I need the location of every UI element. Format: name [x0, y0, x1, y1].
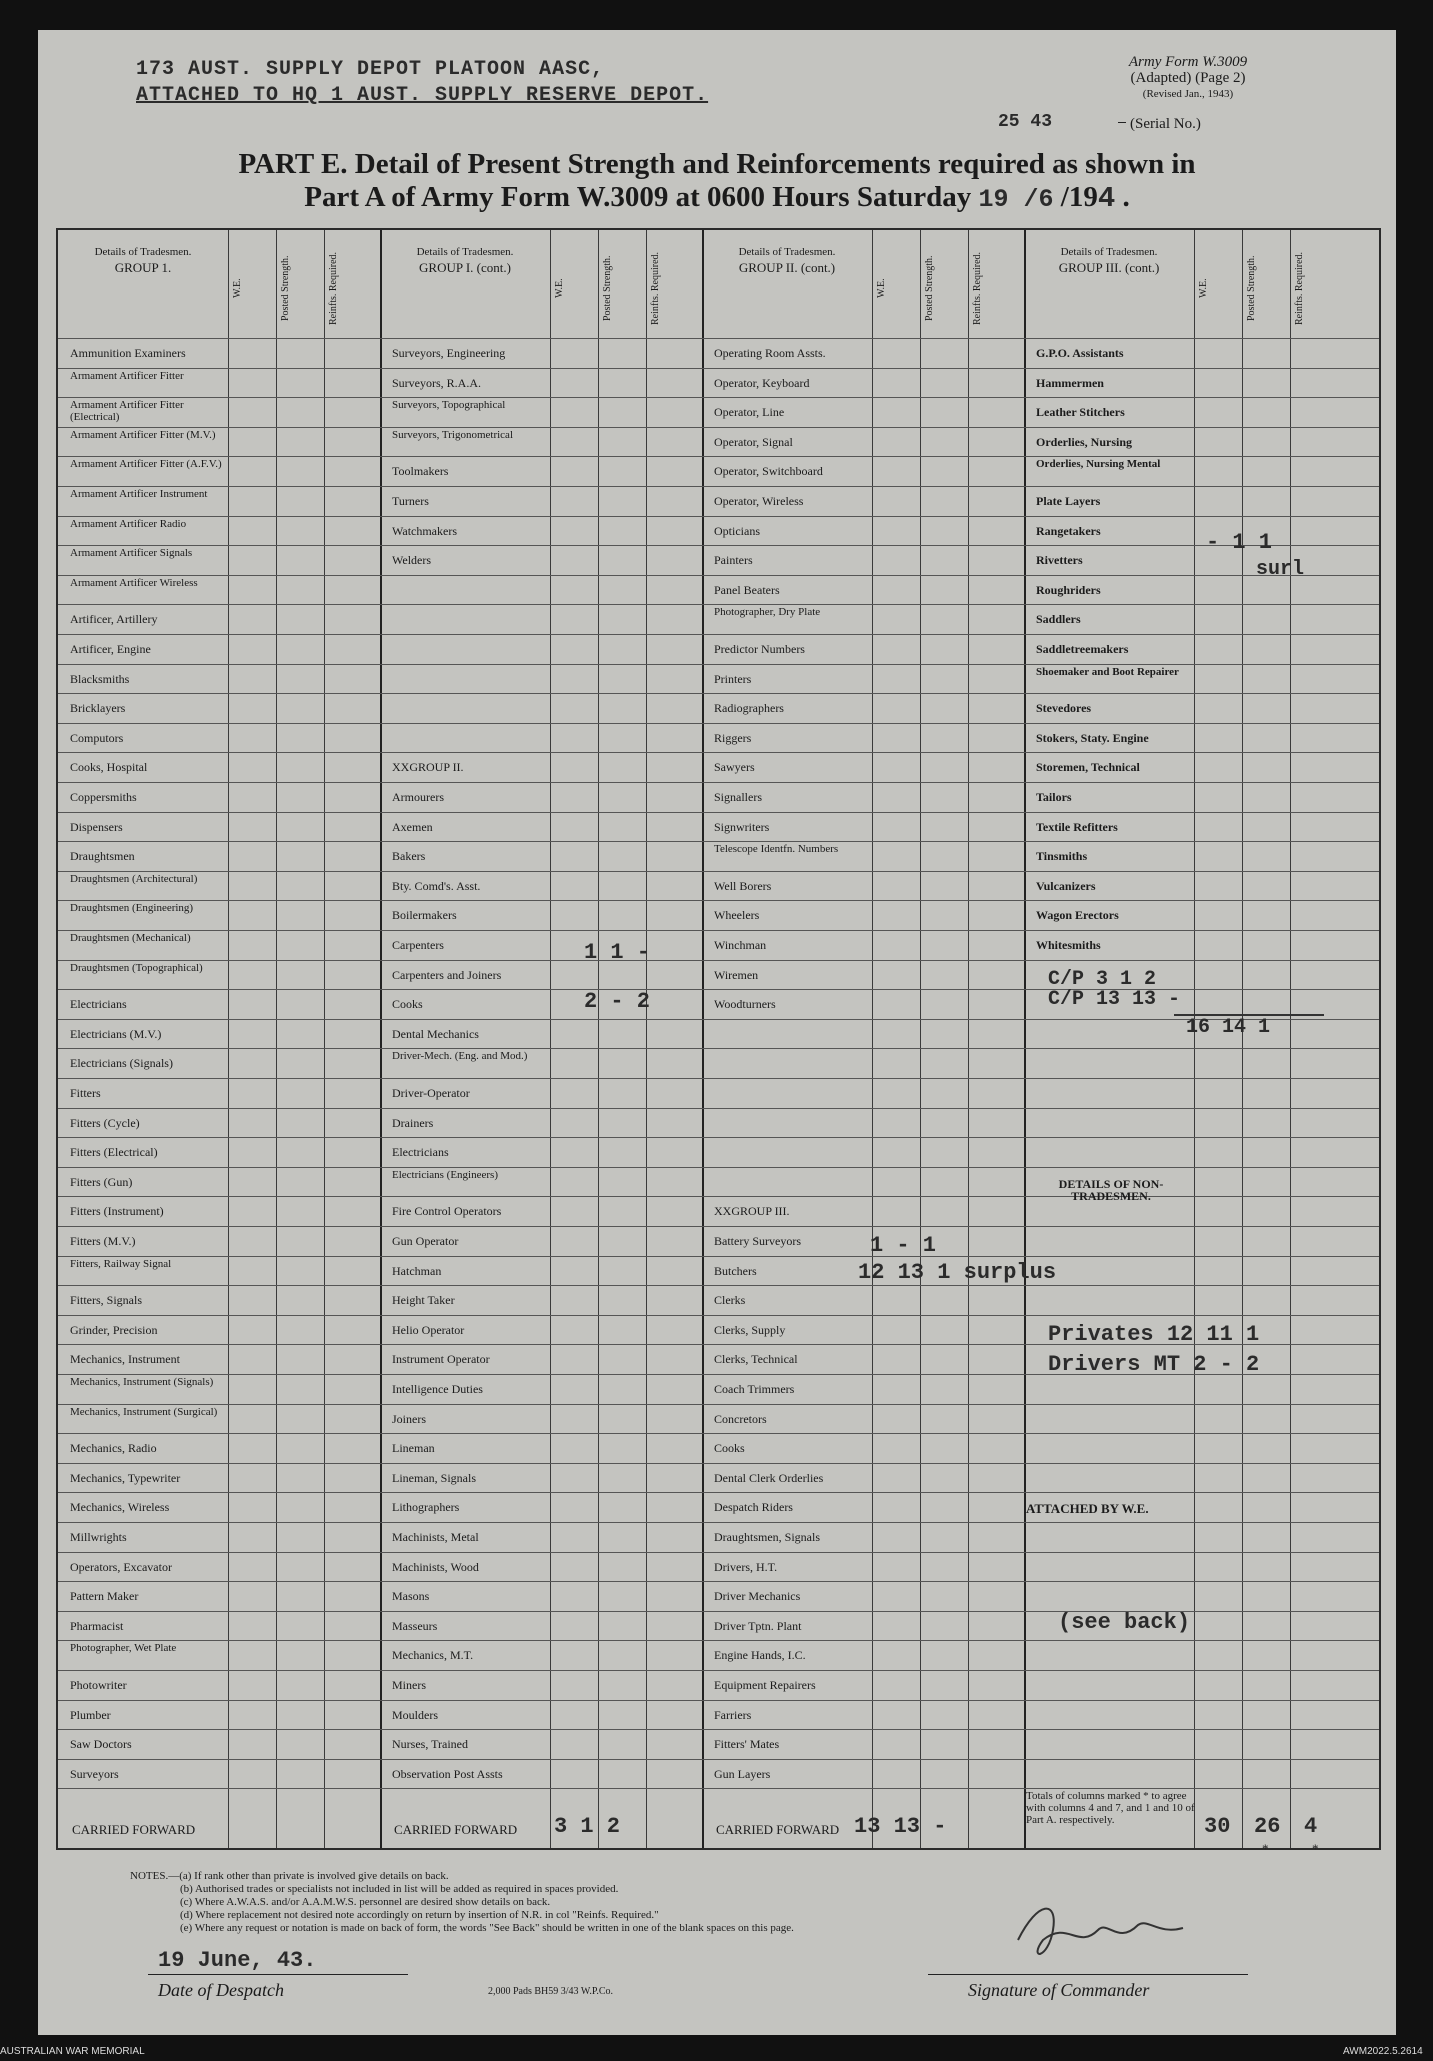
trade-cell: Farriers [714, 1708, 752, 1722]
trade-cell: XXGROUP II. [392, 761, 464, 775]
trade-cell: Draughtsmen (Mechanical) [70, 932, 191, 944]
group1-cont-label: GROUP I. (cont.) [419, 260, 511, 275]
entry-carpenters: 1 1 - [584, 940, 651, 965]
trade-cell: Masseurs [392, 1619, 438, 1633]
row-rule [58, 989, 1379, 990]
trade-cell: Bty. Comd's. Asst. [392, 879, 481, 893]
trade-cell: Surveyors, Topographical [392, 399, 506, 412]
trade-cell: Riggers [714, 731, 752, 745]
column-rule [324, 230, 325, 1848]
row-rule [58, 1729, 1379, 1730]
trade-cell: Plate Layers [1036, 495, 1101, 508]
trade-cell: Engine Hands, I.C. [714, 1649, 806, 1663]
trade-cell: Armament Artificer Instrument [70, 488, 208, 500]
trade-cell: Fitters (Cycle) [70, 1116, 140, 1130]
trade-cell: Fitters [70, 1087, 101, 1100]
trade-cell: Fire Control Operators [392, 1205, 502, 1219]
entry-orderlies: - 1 1 [1206, 530, 1273, 555]
trade-cell: Whitesmiths [1036, 939, 1101, 952]
row-rule [58, 604, 1379, 605]
title-line-2 [38, 181, 1396, 216]
row-rule [58, 545, 1379, 546]
trade-cell: Intelligence Duties [392, 1383, 483, 1396]
row-rule [58, 1552, 1379, 1553]
trade-cell: Observation Post Assts [392, 1767, 503, 1781]
row-rule [58, 900, 1379, 901]
row-rule [58, 1463, 1379, 1464]
trade-cell: Saw Doctors [70, 1738, 132, 1752]
group1-label: GROUP 1. [114, 260, 172, 275]
header-group1-cont [380, 246, 550, 274]
row-rule [58, 664, 1379, 665]
date-day: 19 /6 [978, 185, 1054, 214]
entry-see-back: (see back) [1058, 1610, 1191, 1635]
trade-cell: Stevedores [1036, 702, 1092, 716]
entry-cp-1: C/P 3 1 2 [1048, 968, 1157, 991]
trade-cell: Wiremen [714, 968, 759, 982]
totals-star-reinfts: * [1312, 1842, 1319, 1855]
trade-cell: Drivers, H.T. [714, 1560, 778, 1574]
entry-clerks: 12 13 1 surplus [858, 1260, 1057, 1285]
trade-cell: Masons [392, 1590, 430, 1604]
reinfts-header: Reinfts. Required. [650, 251, 661, 325]
nontrades-label: DETAILS OF NON-TRADESMEN. [1058, 1178, 1164, 1202]
row-rule [58, 1048, 1379, 1049]
trade-cell: Draughtsmen (Architectural) [70, 872, 198, 885]
despatch-label: Date of Despatch [158, 1980, 284, 2000]
totals-posted: 26 [1254, 1814, 1281, 1839]
row-rule [58, 1404, 1379, 1405]
trade-cell: Electricians (Engineers) [392, 1168, 498, 1181]
trade-cell: Despatch Riders [714, 1501, 793, 1515]
trade-cell: Driver-Mech. (Eng. and Mod.) [392, 1050, 528, 1063]
trade-cell: Lineman, Signals [392, 1471, 476, 1485]
trade-cell: Saddlers [1036, 613, 1081, 627]
entry-drivers: Drivers MT 2 - 2 [1048, 1352, 1260, 1377]
trade-cell: Winchman [714, 939, 767, 952]
printer-imprint: 2,000 Pads BH59 3/43 W.P.Co. [488, 1986, 614, 1997]
row-rule [58, 1019, 1379, 1020]
trade-cell: Cooks [714, 1442, 745, 1456]
trade-cell: Dental Clerk Orderlies [714, 1471, 824, 1485]
serial-underline [1118, 122, 1126, 123]
entry-cp-total: 16 14 1 [1186, 1016, 1271, 1039]
column-rule [1290, 230, 1291, 1848]
trade-cell: Surveyors [70, 1767, 119, 1781]
reinfts-header: Reinfts. Required. [1294, 251, 1305, 325]
trade-cell: Fitters' Mates [714, 1738, 780, 1752]
form-identifier [1038, 54, 1338, 102]
reinfts-header: Reinfts. Required. [972, 251, 983, 325]
totals-note: Totals of columns marked * to agree with columns 4 and 7, and 1 and 10 of Part A. respectively. [1026, 1790, 1195, 1826]
trade-cell: Printers [714, 672, 752, 686]
trade-cell: Electricians (Signals) [70, 1057, 173, 1071]
row-rule [58, 723, 1379, 724]
trade-cell: Instrument Operator [392, 1353, 490, 1367]
trade-cell: Concretors [714, 1412, 767, 1426]
trade-cell: Operator, Signal [714, 435, 793, 449]
posted-header: Posted Strength. [280, 255, 291, 321]
trade-cell: Photographer, Wet Plate [70, 1642, 177, 1655]
trade-cell: Well Borers [714, 879, 772, 893]
trade-cell: Bricklayers [70, 702, 126, 716]
group2-cont-label: GROUP II. (cont.) [738, 260, 836, 275]
note-e: (e) Where any request or notation is made on back of form, the words "See Back" should be written in one of the blank spaces on this page. [180, 1922, 794, 1934]
form-name: Army Form W.3009 [1128, 54, 1248, 70]
column-rule [1194, 230, 1195, 1848]
trade-cell: Fitters (Gun) [70, 1175, 133, 1189]
trade-cell: Coach Trimmers [714, 1383, 795, 1396]
details-label: Details of Tradesmen. [1060, 246, 1158, 258]
attached-label: ATTACHED BY W.E. [1026, 1502, 1149, 1515]
header-group2-cont [702, 246, 872, 274]
trade-cell: Operator, Keyboard [714, 376, 810, 390]
trade-cell: G.P.O. Assistants [1036, 347, 1124, 360]
despatch-underline [148, 1974, 408, 1975]
trade-cell: Signallers [714, 791, 762, 804]
trade-cell: Draughtsmen (Topographical) [70, 961, 203, 974]
column-rule [646, 230, 647, 1848]
row-rule [58, 486, 1379, 487]
trade-cell: Battery Surveyors [714, 1235, 801, 1248]
row-rule [58, 516, 1379, 517]
signature-underline [928, 1974, 1248, 1975]
row-rule [58, 1256, 1379, 1257]
note-b: (b) Authorised trades or specialists not included in list will be added as required in spaces provided. [180, 1883, 619, 1895]
header-group3-cont [1024, 246, 1194, 274]
trade-cell: Photowriter [70, 1679, 127, 1692]
trade-cell: Clerks [714, 1294, 746, 1308]
trade-cell: Rangetakers [1036, 524, 1101, 538]
commander-signature [998, 1890, 1198, 1975]
row-rule [58, 693, 1379, 694]
serial-label: (Serial No.) [1130, 116, 1201, 132]
header-group1 [58, 246, 228, 274]
trade-cell: Armament Artificer Signals [70, 547, 193, 560]
column-rule [1242, 230, 1243, 1848]
trade-cell: Fitters (M.V.) [70, 1235, 136, 1248]
page-title [38, 148, 1396, 216]
trade-cell: Fitters (Electrical) [70, 1146, 158, 1160]
trade-cell: XXGROUP III. [714, 1205, 790, 1219]
row-rule [58, 1492, 1379, 1493]
title-line-1: PART E. Detail of Present Strength and Reinforcements required as shown in [238, 148, 1196, 180]
trade-cell: Woodturners [714, 998, 776, 1012]
posted-header: Posted Strength. [602, 255, 613, 321]
column-rule [598, 230, 599, 1848]
trade-cell: Equipment Repairers [714, 1679, 816, 1692]
row-rule [58, 930, 1379, 931]
trade-cell: Watchmakers [392, 524, 458, 538]
note-a: NOTES.—(a) If rank other than private is involved give details on back. [130, 1870, 449, 1882]
strength-table [56, 228, 1381, 1855]
trade-cell: Surveyors, R.A.A. [392, 376, 481, 390]
carried-forward-1: CARRIED FORWARD [72, 1823, 196, 1836]
trade-cell: Dispensers [70, 820, 123, 834]
block-rule [1024, 230, 1026, 1848]
trade-cell: Machinists, Metal [392, 1531, 479, 1544]
trade-cell: Artificer, Engine [70, 643, 151, 656]
trade-cell: Wagon Erectors [1036, 909, 1119, 923]
cf-group2-figures: 13 13 - [854, 1814, 947, 1839]
posted-header: Posted Strength. [924, 255, 935, 321]
form-revised: (Revised Jan., 1943) [1142, 88, 1234, 100]
trade-cell: Millwrights [70, 1531, 127, 1544]
row-rule [58, 397, 1379, 398]
form-sheet [38, 30, 1396, 2035]
column-rule [872, 230, 873, 1848]
trade-cell: Armament Artificer Fitter (A.F.V.) [70, 458, 222, 471]
row-rule [58, 1759, 1379, 1760]
row-rule [58, 782, 1379, 783]
trade-cell: Electricians [70, 998, 127, 1012]
trade-cell: Hatchman [392, 1264, 442, 1278]
trade-cell: Armament Artificer Radio [70, 517, 187, 530]
details-label: Details of Tradesmen. [416, 246, 514, 258]
row-rule [58, 1433, 1379, 1434]
totals-we: 30 [1204, 1814, 1231, 1839]
date-year-prefix: /19 [1060, 181, 1098, 213]
we-header: W.E. [876, 278, 887, 298]
row-rule [58, 1137, 1379, 1138]
trade-cell: Welders [392, 554, 432, 568]
trade-cell: Boilermakers [392, 909, 457, 923]
unit-line-1: 173 AUST. SUPPLY DEPOT PLATOON AASC, [136, 58, 605, 81]
trade-cell: Opticians [714, 524, 760, 538]
trade-cell: Sawyers [714, 761, 755, 775]
trade-cell: Tailors [1036, 791, 1072, 804]
trade-cell: Clerks, Supply [714, 1323, 786, 1337]
trade-cell: Radiographers [714, 702, 784, 716]
we-header: W.E. [554, 278, 565, 298]
row-rule [58, 1640, 1379, 1641]
we-header: W.E. [232, 278, 243, 298]
entry-orderlies-note: surl [1256, 558, 1305, 581]
despatch-date: 19 June, 43. [158, 1948, 317, 1973]
trade-cell: Armourers [392, 791, 444, 804]
trade-cell: Driver Mechanics [714, 1590, 801, 1604]
row-rule [58, 752, 1379, 753]
trade-cell: Butchers [714, 1264, 757, 1278]
trade-cell: Photographer, Dry Plate [714, 606, 821, 619]
trade-cell: Machinists, Wood [392, 1560, 479, 1574]
row-rule [58, 634, 1379, 635]
serial-number: 25 43 [998, 112, 1053, 132]
row-rule [58, 1078, 1379, 1079]
date-year-suffix: 4 [1097, 182, 1116, 215]
trade-cell: Orderlies, Nursing Mental [1036, 458, 1161, 471]
trade-cell: Operator, Line [714, 406, 785, 420]
trade-cell: Lithographers [392, 1501, 460, 1515]
cf-group1-figures: 3 1 2 [554, 1814, 621, 1839]
trade-cell: Electricians (M.V.) [70, 1027, 162, 1041]
archive-id: AWM2022.5.2614 [1343, 2046, 1423, 2057]
row-rule [58, 338, 1379, 339]
trade-cell: Painters [714, 554, 753, 568]
trade-cell: Computors [70, 731, 124, 745]
row-rule [58, 1581, 1379, 1582]
row-rule [58, 575, 1379, 576]
trade-cell: Armament Artificer Fitter [70, 369, 184, 382]
row-rule [58, 1285, 1379, 1286]
trade-cell: Pattern Maker [70, 1590, 139, 1604]
trade-cell: Axemen [392, 820, 433, 834]
column-rule [550, 230, 551, 1848]
trade-cell: Nurses, Trained [392, 1738, 469, 1752]
trade-cell: Artificer, Artillery [70, 613, 158, 627]
trade-cell: Coppersmiths [70, 791, 137, 804]
trade-cell: Mechanics, Radio [70, 1442, 157, 1456]
row-rule [58, 1315, 1379, 1316]
trade-cell: Roughriders [1036, 583, 1101, 597]
trade-cell: Signwriters [714, 820, 770, 834]
trade-cell: Mechanics, Instrument [70, 1353, 180, 1367]
trade-cell: Carpenters and Joiners [392, 968, 502, 982]
row-rule [58, 1670, 1379, 1671]
trade-cell: Surveyors, Trigonometrical [392, 428, 513, 441]
trade-cell: Blacksmiths [70, 672, 130, 686]
trade-cell: Orderlies, Nursing [1036, 435, 1132, 449]
reinfts-header: Reinfts. Required. [328, 251, 339, 325]
row-rule [58, 1108, 1379, 1109]
trade-cell: Operator, Switchboard [714, 465, 823, 479]
trade-cell: Storemen, Technical [1036, 761, 1140, 775]
trade-cell: Predictor Numbers [714, 643, 805, 656]
trade-cell: Height Taker [392, 1294, 455, 1308]
trade-cell: Rivetters [1036, 554, 1083, 568]
details-label: Details of Tradesmen. [94, 246, 192, 258]
row-rule [58, 456, 1379, 457]
trade-cell: Armament Artificer Fitter (Electrical) [70, 399, 184, 424]
trade-cell: Dental Mechanics [392, 1027, 479, 1041]
archive-label: AUSTRALIAN WAR MEMORIAL [0, 2046, 145, 2057]
trade-cell: Lineman [392, 1442, 435, 1456]
trade-cell: Grinder, Precision [70, 1323, 158, 1337]
trade-cell: Ammunition Examiners [70, 347, 186, 360]
trade-cell: Surveyors, Engineering [392, 347, 506, 360]
trade-cell: Joiners [392, 1412, 426, 1426]
row-rule [58, 427, 1379, 428]
column-rule [920, 230, 921, 1848]
trade-cell: Panel Beaters [714, 583, 780, 597]
trade-cell: Mechanics, Instrument (Signals) [70, 1376, 214, 1388]
carried-forward-2: CARRIED FORWARD [394, 1823, 518, 1836]
trade-cell: Mechanics, Instrument (Surgical) [70, 1405, 218, 1418]
trade-cell: Fitters, Railway Signal [70, 1257, 172, 1270]
row-rule [58, 960, 1379, 961]
trade-cell: Saddletreemakers [1036, 643, 1129, 656]
trade-cell: Mechanics, Typewriter [70, 1471, 181, 1485]
trade-cell: Carpenters [392, 939, 444, 952]
note-c: (c) Where A.W.A.S. and/or A.A.M.W.S. personnel are desired show details on back. [180, 1896, 551, 1908]
we-header: W.E. [1198, 278, 1209, 298]
entry-butchers: 1 - 1 [870, 1233, 937, 1258]
trade-cell: Wheelers [714, 909, 760, 923]
trade-cell: Draughtsmen, Signals [714, 1531, 820, 1544]
title-line-2-text: Part A of Army Form W.3009 at 0600 Hours Saturday [304, 181, 972, 213]
trade-cell: Telescope Identfn. Numbers [714, 843, 839, 856]
row-rule [58, 812, 1379, 813]
trade-cell: Toolmakers [392, 465, 449, 479]
trade-cell: Driver Tptn. Plant [714, 1619, 802, 1633]
trade-cell: Mechanics, Wireless [70, 1501, 170, 1515]
row-rule [58, 1226, 1379, 1227]
trade-cell: Turners [392, 495, 429, 508]
trade-cell: Gun Operator [392, 1235, 459, 1248]
trade-cell: Cooks, Hospital [70, 761, 148, 775]
trade-cell: Draughtsmen [70, 850, 135, 864]
trade-cell: Drainers [392, 1116, 434, 1130]
row-rule [58, 1522, 1379, 1523]
entry-cp-2: C/P 13 13 - [1048, 988, 1181, 1011]
row-rule [58, 1167, 1379, 1168]
block-rule [380, 230, 382, 1848]
details-label: Details of Tradesmen. [738, 246, 836, 258]
trade-cell: Clerks, Technical [714, 1353, 798, 1367]
block-rule [702, 230, 704, 1848]
date-end: . [1122, 181, 1130, 213]
trade-cell: Bakers [392, 850, 426, 864]
row-rule [58, 1700, 1379, 1701]
form-adapted: (Adapted) (Page 2) [1130, 70, 1246, 86]
column-rule [276, 230, 277, 1848]
trade-cell: Operating Room Assts. [714, 347, 826, 360]
carried-forward-3: CARRIED FORWARD [716, 1823, 840, 1836]
trade-cell: Hammermen [1036, 376, 1104, 390]
note-d: (d) Where replacement not desired note accordingly on return by insertion of N.R. in col "Reinfs. Required." [180, 1909, 659, 1921]
trade-cell: Mechanics, M.T. [392, 1649, 474, 1663]
trade-cell: Operator, Wireless [714, 495, 804, 508]
trade-cell: Shoemaker and Boot Repairer [1036, 665, 1179, 678]
trade-cell: Cooks [392, 998, 423, 1012]
row-rule [58, 368, 1379, 369]
totals-star-posted: * [1262, 1842, 1269, 1855]
group3-cont-label: GROUP III. (cont.) [1058, 260, 1160, 275]
entry-cooks: 2 - 2 [584, 989, 651, 1014]
trade-cell: Plumber [70, 1708, 111, 1722]
entry-privates: Privates 12 11 1 [1048, 1322, 1260, 1347]
trade-cell: Vulcanizers [1036, 879, 1096, 893]
posted-header: Posted Strength. [1246, 255, 1257, 321]
row-rule [58, 871, 1379, 872]
trade-cell: Moulders [392, 1708, 438, 1722]
trade-cell: Tinsmiths [1036, 850, 1088, 864]
trade-cell: Electricians [392, 1146, 449, 1160]
trade-cell: Miners [392, 1679, 426, 1692]
column-rule [228, 230, 229, 1848]
trade-cell: Stokers, Staty. Engine [1036, 731, 1149, 745]
trade-cell: Draughtsmen (Engineering) [70, 902, 194, 915]
trade-cell: Textile Refitters [1036, 820, 1118, 834]
trade-cell: Fitters, Signals [70, 1294, 143, 1308]
trade-cell: Armament Artificer Wireless [70, 576, 198, 589]
trade-cell: Fitters (Instrument) [70, 1205, 164, 1219]
trade-cell: Pharmacist [70, 1619, 124, 1633]
row-rule [58, 841, 1379, 842]
trade-cell: Driver-Operator [392, 1087, 470, 1100]
signature-label: Signature of Commander [968, 1980, 1150, 2000]
trade-cell: Helio Operator [392, 1323, 465, 1337]
trade-cell: Armament Artificer Fitter (M.V.) [70, 428, 216, 441]
unit-line-2: ATTACHED TO HQ 1 AUST. SUPPLY RESERVE DEPOT. [136, 84, 709, 107]
trade-cell: Leather Stitchers [1036, 406, 1125, 420]
column-rule [968, 230, 969, 1848]
trade-cell: Gun Layers [714, 1767, 771, 1781]
trade-cell: Operators, Excavator [70, 1560, 172, 1574]
totals-reinfts: 4 [1304, 1814, 1318, 1839]
